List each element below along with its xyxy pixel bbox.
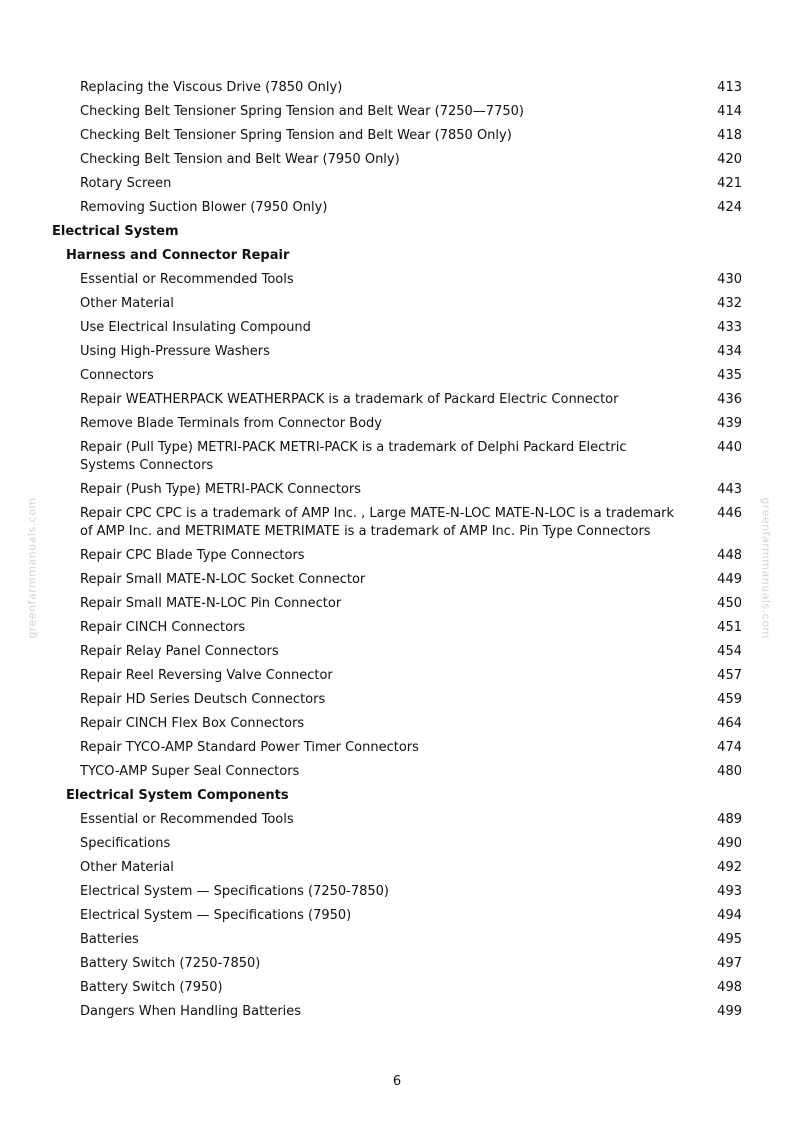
toc-entry[interactable]	[0, 292, 794, 316]
toc-entry-title: Rotary Screen	[80, 176, 172, 191]
toc-entry-title: Essential or Recommended Tools	[80, 272, 294, 287]
toc-entry[interactable]	[0, 268, 794, 292]
toc-entry-title: Repair (Push Type) METRI-PACK Connectors	[80, 482, 362, 497]
toc-entry[interactable]	[0, 856, 794, 880]
toc-entry-title: Repair CINCH Flex Box Connectors	[80, 716, 305, 731]
toc-entry-page-number: 495	[717, 932, 742, 947]
toc-entry[interactable]	[0, 952, 794, 976]
toc-entry[interactable]	[0, 76, 794, 100]
toc-entry[interactable]	[0, 412, 794, 436]
page-number: 6	[392, 1074, 402, 1089]
toc-entry-title: Battery Switch (7950)	[80, 980, 223, 995]
toc-entry-title: Replacing the Viscous Drive (7850 Only)	[80, 80, 343, 95]
toc-entry[interactable]	[0, 340, 794, 364]
toc-entry-page-number: 432	[717, 296, 742, 311]
toc-entry[interactable]	[0, 1000, 794, 1024]
toc-entry-title: Other Material	[80, 860, 174, 875]
toc-entry-title: Repair WEATHERPACK WEATHERPACK is a trademark of Packard Electric Connector	[80, 392, 619, 407]
toc-entry[interactable]	[0, 124, 794, 148]
toc-entry-title: Repair Relay Panel Connectors	[80, 644, 279, 659]
toc-entry-page-number: 494	[717, 908, 742, 923]
toc-entry-title: Repair CPC Blade Type Connectors	[80, 548, 305, 563]
toc-entry[interactable]	[0, 760, 794, 784]
toc-entry-title: Harness and Connector Repair	[66, 248, 290, 263]
toc-entry-title: Repair CINCH Connectors	[80, 620, 246, 635]
toc-entry-page-number: 440	[717, 440, 742, 455]
toc-entry-title: Checking Belt Tensioner Spring Tension and Belt Wear (7250—7750)	[80, 104, 524, 119]
toc-entry[interactable]	[0, 688, 794, 712]
toc-subsection-heading[interactable]	[0, 784, 794, 808]
toc-entry-title: Electrical System Components	[66, 788, 289, 803]
toc-entry-title: Electrical System	[52, 224, 179, 239]
toc-entry[interactable]	[0, 736, 794, 760]
toc-entry-page-number: 446	[717, 506, 742, 521]
toc-entry-page-number: 435	[717, 368, 742, 383]
toc-entry-title: Repair TYCO-AMP Standard Power Timer Connectors	[80, 740, 419, 755]
toc-entry-page-number: 459	[717, 692, 742, 707]
toc-entry[interactable]	[0, 100, 794, 124]
toc-entry-page-number: 457	[717, 668, 742, 683]
toc-entry-page-number: 450	[717, 596, 742, 611]
toc-entry[interactable]	[0, 616, 794, 640]
table-of-contents	[0, 76, 794, 1024]
toc-entry-page-number: 439	[717, 416, 742, 431]
toc-entry-title: Repair HD Series Deutsch Connectors	[80, 692, 326, 707]
toc-entry-page-number: 493	[717, 884, 742, 899]
toc-entry[interactable]	[0, 544, 794, 568]
toc-entry[interactable]	[0, 976, 794, 1000]
toc-entry-page-number: 424	[717, 200, 742, 215]
toc-entry-page-number: 433	[717, 320, 742, 335]
toc-entry-page-number: 498	[717, 980, 742, 995]
toc-entry-title: TYCO-AMP Super Seal Connectors	[80, 764, 300, 779]
toc-entry-title: Batteries	[80, 932, 139, 947]
toc-entry-page-number: 448	[717, 548, 742, 563]
toc-entry-title: Connectors	[80, 368, 154, 383]
toc-entry-page-number: 499	[717, 1004, 742, 1019]
toc-entry[interactable]	[0, 928, 794, 952]
toc-entry-title: Repair Small MATE-N-LOC Pin Connector	[80, 596, 342, 611]
toc-entry-title: Other Material	[80, 296, 174, 311]
toc-entry-page-number: 449	[717, 572, 742, 587]
toc-entry-page-number: 418	[717, 128, 742, 143]
toc-entry-title: Remove Blade Terminals from Connector Body	[80, 416, 382, 431]
toc-entry-title: Repair (Pull Type) METRI-PACK METRI-PACK is a trademark of Delphi Packard Electric Systems Connectors	[80, 440, 627, 473]
toc-entry[interactable]	[0, 196, 794, 220]
toc-entry[interactable]	[0, 664, 794, 688]
toc-entry[interactable]	[0, 880, 794, 904]
toc-entry-page-number: 434	[717, 344, 742, 359]
toc-entry[interactable]	[0, 436, 794, 478]
toc-subsection-heading[interactable]	[0, 244, 794, 268]
toc-entry-page-number: 421	[717, 176, 742, 191]
toc-entry-title: Removing Suction Blower (7950 Only)	[80, 200, 328, 215]
watermark-right: greenfarmmanuals.com	[759, 497, 773, 639]
toc-entry-title: Repair Reel Reversing Valve Connector	[80, 668, 333, 683]
toc-entry-title: Electrical System — Specifications (7250-7850)	[80, 884, 389, 899]
toc-entry[interactable]	[0, 904, 794, 928]
toc-entry-title: Specifications	[80, 836, 171, 851]
toc-entry-page-number: 420	[717, 152, 742, 167]
toc-entry-title: Checking Belt Tension and Belt Wear (7950 Only)	[80, 152, 400, 167]
toc-entry[interactable]	[0, 502, 794, 544]
toc-entry[interactable]	[0, 478, 794, 502]
toc-entry-page-number: 490	[717, 836, 742, 851]
toc-entry[interactable]	[0, 640, 794, 664]
toc-entry-page-number: 480	[717, 764, 742, 779]
watermark-left: greenfarmmanuals.com	[25, 497, 39, 639]
toc-entry-title: Use Electrical Insulating Compound	[80, 320, 311, 335]
toc-entry-title: Checking Belt Tensioner Spring Tension and Belt Wear (7850 Only)	[80, 128, 512, 143]
toc-entry[interactable]	[0, 316, 794, 340]
toc-entry-page-number: 474	[717, 740, 742, 755]
toc-entry-page-number: 464	[717, 716, 742, 731]
toc-entry[interactable]	[0, 832, 794, 856]
toc-section-heading[interactable]	[0, 220, 794, 244]
toc-entry[interactable]	[0, 808, 794, 832]
toc-entry-page-number: 443	[717, 482, 742, 497]
toc-entry-title: Battery Switch (7250-7850)	[80, 956, 261, 971]
toc-entry[interactable]	[0, 364, 794, 388]
toc-entry-title: Using High-Pressure Washers	[80, 344, 270, 359]
toc-entry-title: Repair Small MATE-N-LOC Socket Connector	[80, 572, 366, 587]
toc-entry[interactable]	[0, 712, 794, 736]
toc-entry[interactable]	[0, 172, 794, 196]
toc-entry-title: Essential or Recommended Tools	[80, 812, 294, 827]
toc-entry[interactable]	[0, 568, 794, 592]
toc-entry-page-number: 489	[717, 812, 742, 827]
toc-entry-page-number: 413	[717, 80, 742, 95]
toc-entry-page-number: 451	[717, 620, 742, 635]
toc-entry-page-number: 436	[717, 392, 742, 407]
toc-entry[interactable]	[0, 592, 794, 616]
toc-entry-title: Dangers When Handling Batteries	[80, 1004, 302, 1019]
toc-entry-title: Electrical System — Specifications (7950)	[80, 908, 352, 923]
toc-entry-page-number: 492	[717, 860, 742, 875]
toc-entry-page-number: 430	[717, 272, 742, 287]
toc-entry-page-number: 454	[717, 644, 742, 659]
toc-entry-title: Repair CPC CPC is a trademark of AMP Inc. , Large MATE-N-LOC MATE-N-LOC is a trademark of AMP Inc. and METRIMATE METRIMATE is a trademark of AMP Inc. Pin Type Connectors	[80, 506, 675, 539]
toc-entry[interactable]	[0, 388, 794, 412]
toc-entry[interactable]	[0, 148, 794, 172]
toc-entry-page-number: 497	[717, 956, 742, 971]
toc-entry-page-number: 414	[717, 104, 742, 119]
